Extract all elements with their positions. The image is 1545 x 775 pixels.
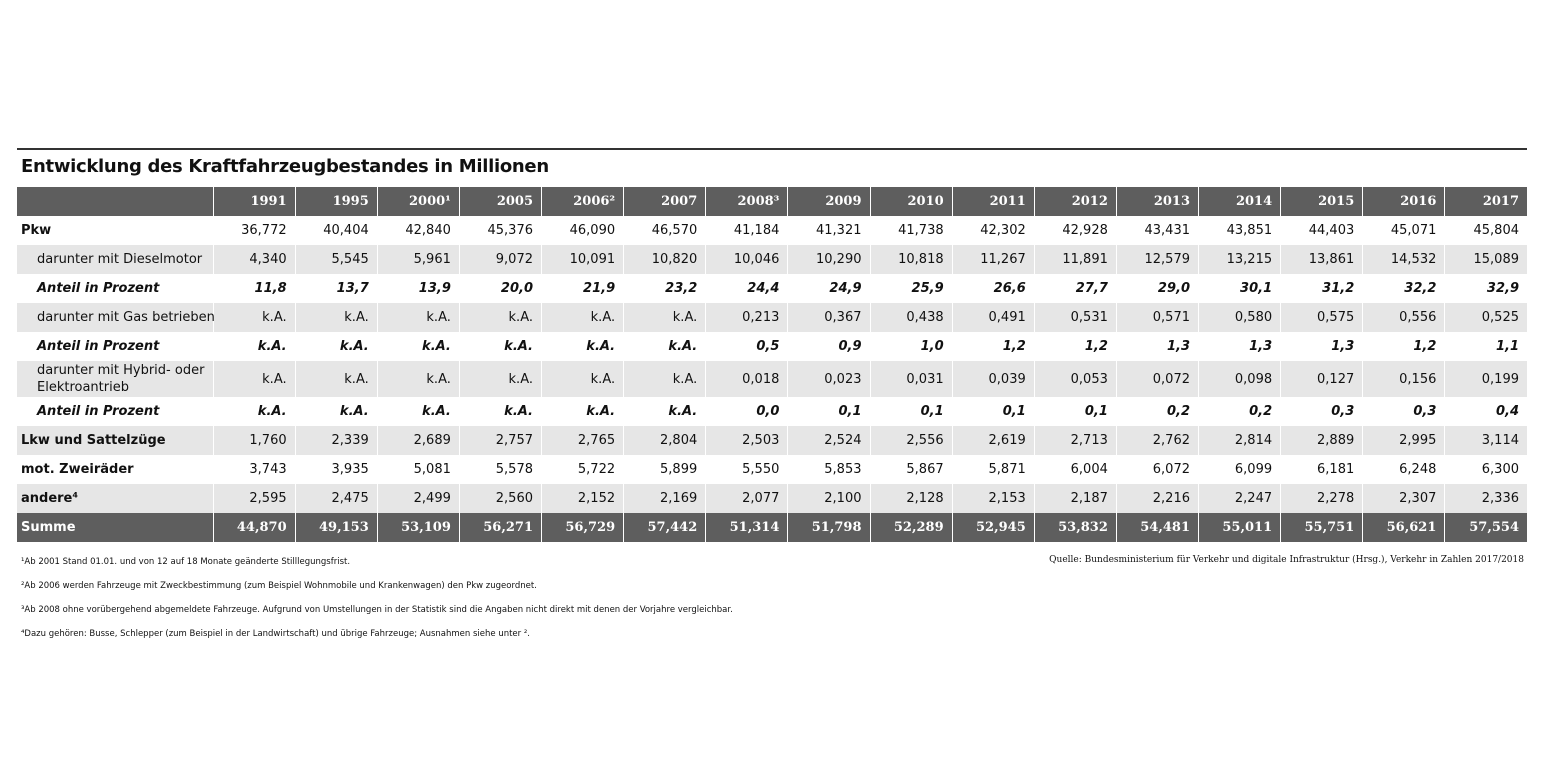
- vehicle-stock-table: [17, 187, 1527, 542]
- year-header: 1991: [213, 187, 295, 216]
- table-cell: 0,031: [870, 361, 952, 397]
- table-cell: 3,743: [213, 455, 295, 484]
- table-cell: 46,090: [542, 216, 624, 245]
- table-cell: 41,321: [788, 216, 870, 245]
- table-cell: 26,6: [952, 274, 1034, 303]
- table-cell: k.A.: [295, 303, 377, 332]
- table-cell: 2,995: [1363, 426, 1445, 455]
- total-row: [17, 513, 1527, 542]
- table-cell: 0,018: [706, 361, 788, 397]
- table-cell: 1,3: [1281, 332, 1363, 361]
- table-cell: 0,023: [788, 361, 870, 397]
- table-cell: 0,531: [1034, 303, 1116, 332]
- table-cell: 36,772: [213, 216, 295, 245]
- table-cell: 9,072: [459, 245, 541, 274]
- table-cell: 53,109: [377, 513, 459, 542]
- table-cell: 56,271: [459, 513, 541, 542]
- table-cell: 6,248: [1363, 455, 1445, 484]
- year-header: 2005: [459, 187, 541, 216]
- table-row: [17, 397, 1527, 426]
- table-cell: k.A.: [542, 303, 624, 332]
- table-cell: 0,556: [1363, 303, 1445, 332]
- table-cell: 0,199: [1445, 361, 1527, 397]
- table-cell: 10,818: [870, 245, 952, 274]
- table-cell: 55,011: [1199, 513, 1281, 542]
- table-cell: 2,336: [1445, 484, 1527, 513]
- table-cell: 12,579: [1116, 245, 1198, 274]
- table-cell: 2,804: [624, 426, 706, 455]
- table-cell: 0,039: [952, 361, 1034, 397]
- table-cell: k.A.: [624, 361, 706, 397]
- table-cell: k.A.: [624, 397, 706, 426]
- year-header: 2000¹: [377, 187, 459, 216]
- table-cell: 13,9: [377, 274, 459, 303]
- table-cell: 13,215: [1199, 245, 1281, 274]
- year-header: 2008³: [706, 187, 788, 216]
- table-cell: k.A.: [542, 361, 624, 397]
- row-label: Anteil in Prozent: [37, 339, 160, 354]
- table-cell: 0,525: [1445, 303, 1527, 332]
- table-cell: k.A.: [213, 332, 295, 361]
- table-cell: 2,814: [1199, 426, 1281, 455]
- table-cell: 5,550: [706, 455, 788, 484]
- table-cell: 2,689: [377, 426, 459, 455]
- table-cell: 30,1: [1199, 274, 1281, 303]
- table-cell: 5,578: [459, 455, 541, 484]
- table-cell: 0,1: [870, 397, 952, 426]
- header-corner: [17, 187, 213, 216]
- table-cell: 2,889: [1281, 426, 1363, 455]
- table-cell: 5,545: [295, 245, 377, 274]
- table-cell: 1,2: [1363, 332, 1445, 361]
- table-cell: 2,503: [706, 426, 788, 455]
- table-cell: k.A.: [624, 332, 706, 361]
- table-cell: 44,870: [213, 513, 295, 542]
- table-cell: 0,580: [1199, 303, 1281, 332]
- table-cell: 0,072: [1116, 361, 1198, 397]
- table-cell: k.A.: [377, 361, 459, 397]
- year-header: 2015: [1281, 187, 1363, 216]
- table-cell: 10,290: [788, 245, 870, 274]
- table-cell: 45,376: [459, 216, 541, 245]
- table-cell: 0,098: [1199, 361, 1281, 397]
- table-row: [17, 361, 1527, 397]
- table-cell: 23,2: [624, 274, 706, 303]
- table-cell: 2,595: [213, 484, 295, 513]
- table-cell: 52,289: [870, 513, 952, 542]
- table-cell: 43,431: [1116, 216, 1198, 245]
- table-cell: 2,556: [870, 426, 952, 455]
- table-row: [17, 245, 1527, 274]
- table-cell: 1,0: [870, 332, 952, 361]
- table-cell: k.A.: [542, 397, 624, 426]
- table-cell: 13,861: [1281, 245, 1363, 274]
- table-cell: 1,2: [1034, 332, 1116, 361]
- table-cell: 5,722: [542, 455, 624, 484]
- table-cell: 2,713: [1034, 426, 1116, 455]
- table-cell: k.A.: [295, 397, 377, 426]
- table-cell: 5,867: [870, 455, 952, 484]
- table-row: [17, 274, 1527, 303]
- table-cell: k.A.: [213, 303, 295, 332]
- table-cell: 0,491: [952, 303, 1034, 332]
- source-note: Quelle: Bundesministerium für Verkehr und digitale Infrastruktur (Hrsg.), Verkehr in Zahlen 2017/2018: [1049, 555, 1524, 565]
- table-cell: 2,128: [870, 484, 952, 513]
- table-cell: 0,571: [1116, 303, 1198, 332]
- table-cell: k.A.: [459, 397, 541, 426]
- table-cell: 2,247: [1199, 484, 1281, 513]
- table-cell: 3,114: [1445, 426, 1527, 455]
- year-header: 2012: [1034, 187, 1116, 216]
- table-cell: 57,554: [1445, 513, 1527, 542]
- table-cell: 46,570: [624, 216, 706, 245]
- table-cell: 6,004: [1034, 455, 1116, 484]
- footnote-1: ¹Ab 2001 Stand 01.01. und von 12 auf 18 Monate geänderte Stilllegungsfrist.: [21, 557, 351, 567]
- table-cell: 40,404: [295, 216, 377, 245]
- table-cell: 57,442: [624, 513, 706, 542]
- table-row: [17, 216, 1527, 245]
- table-cell: 5,853: [788, 455, 870, 484]
- table-cell: 2,765: [542, 426, 624, 455]
- row-label: Lkw und Sattelzüge: [17, 426, 213, 455]
- table-cell: k.A.: [377, 397, 459, 426]
- table-cell: 6,300: [1445, 455, 1527, 484]
- table-cell: 41,184: [706, 216, 788, 245]
- table-cell: 2,216: [1116, 484, 1198, 513]
- year-header: 2013: [1116, 187, 1198, 216]
- table-cell: 42,302: [952, 216, 1034, 245]
- row-label: darunter mit Gas betrieben: [17, 303, 213, 332]
- year-header: 2006²: [542, 187, 624, 216]
- table-cell: k.A.: [295, 332, 377, 361]
- table-cell: 0,053: [1034, 361, 1116, 397]
- table-cell: 45,071: [1363, 216, 1445, 245]
- table-cell: k.A.: [377, 332, 459, 361]
- year-header: 2010: [870, 187, 952, 216]
- footnote-2: ²Ab 2006 werden Fahrzeuge mit Zweckbestimmung (zum Beispiel Wohnmobile und Krankenwagen) den Pkw zugeordnet.: [21, 581, 537, 591]
- table-cell: 1,1: [1445, 332, 1527, 361]
- row-label: Anteil in Prozent: [37, 281, 160, 296]
- table-cell: 1,3: [1116, 332, 1198, 361]
- table-cell: 5,871: [952, 455, 1034, 484]
- table-cell: 44,403: [1281, 216, 1363, 245]
- table-cell: 6,099: [1199, 455, 1281, 484]
- table-cell: 5,899: [624, 455, 706, 484]
- table-cell: 24,9: [788, 274, 870, 303]
- table-cell: 0,575: [1281, 303, 1363, 332]
- row-label: darunter mit Hybrid- oder Elektroantrieb: [17, 361, 213, 397]
- table-cell: 14,532: [1363, 245, 1445, 274]
- table-cell: 27,7: [1034, 274, 1116, 303]
- table-row: [17, 426, 1527, 455]
- table-cell: 2,077: [706, 484, 788, 513]
- row-label: darunter mit Dieselmotor: [17, 245, 213, 274]
- table-cell: k.A.: [295, 361, 377, 397]
- table-cell: 0,1: [788, 397, 870, 426]
- table-cell: 42,840: [377, 216, 459, 245]
- table-cell: 56,621: [1363, 513, 1445, 542]
- table-cell: 0,2: [1116, 397, 1198, 426]
- row-label: mot. Zweiräder: [21, 462, 134, 477]
- table-cell: k.A.: [459, 332, 541, 361]
- year-header: 2009: [788, 187, 870, 216]
- table-cell: 1,3: [1199, 332, 1281, 361]
- row-label: Pkw: [21, 223, 52, 238]
- top-rule: [17, 148, 1527, 150]
- table-cell: 45,804: [1445, 216, 1527, 245]
- year-header: 2016: [1363, 187, 1445, 216]
- year-header: 2011: [952, 187, 1034, 216]
- table-cell: 54,481: [1116, 513, 1198, 542]
- year-header: 1995: [295, 187, 377, 216]
- table-cell: 6,072: [1116, 455, 1198, 484]
- table-cell: 0,156: [1363, 361, 1445, 397]
- table-cell: 13,7: [295, 274, 377, 303]
- table-cell: 15,089: [1445, 245, 1527, 274]
- table-cell: 0,4: [1445, 397, 1527, 426]
- table-cell: k.A.: [213, 361, 295, 397]
- table-cell: 0,3: [1363, 397, 1445, 426]
- table-cell: 52,945: [952, 513, 1034, 542]
- table-cell: 2,762: [1116, 426, 1198, 455]
- table-cell: 0,2: [1199, 397, 1281, 426]
- table-cell: 43,851: [1199, 216, 1281, 245]
- footnote-3: ³Ab 2008 ohne vorübergehend abgemeldete Fahrzeuge. Aufgrund von Umstellungen in der Statistik sind die Angaben nicht direkt mit denen der Vorjahre vergleichbar.: [21, 605, 733, 615]
- row-label: Anteil in Prozent: [37, 404, 160, 419]
- table-cell: k.A.: [459, 361, 541, 397]
- footnote-4: ⁴Dazu gehören: Busse, Schlepper (zum Beispiel in der Landwirtschaft) und übrige Fahrzeuge; Ausnahmen siehe unter ².: [21, 629, 530, 639]
- table-cell: 0,5: [706, 332, 788, 361]
- table-cell: 2,153: [952, 484, 1034, 513]
- table-cell: 42,928: [1034, 216, 1116, 245]
- table-cell: 5,961: [377, 245, 459, 274]
- table-cell: 49,153: [295, 513, 377, 542]
- table-cell: 29,0: [1116, 274, 1198, 303]
- table-cell: 0,0: [706, 397, 788, 426]
- table-cell: k.A.: [213, 397, 295, 426]
- table-cell: 2,152: [542, 484, 624, 513]
- table-cell: 32,9: [1445, 274, 1527, 303]
- table-cell: 51,798: [788, 513, 870, 542]
- table-cell: 0,1: [1034, 397, 1116, 426]
- table-cell: 0,3: [1281, 397, 1363, 426]
- table-cell: 0,213: [706, 303, 788, 332]
- table-cell: 1,760: [213, 426, 295, 455]
- footnotes: [21, 556, 733, 652]
- year-header: 2007: [624, 187, 706, 216]
- year-header: 2014: [1199, 187, 1281, 216]
- table-row: [17, 484, 1527, 513]
- table-cell: 10,091: [542, 245, 624, 274]
- table-cell: 3,935: [295, 455, 377, 484]
- table-cell: 2,339: [295, 426, 377, 455]
- table-cell: 4,340: [213, 245, 295, 274]
- table-cell: 10,820: [624, 245, 706, 274]
- table-cell: 0,1: [952, 397, 1034, 426]
- table-cell: 31,2: [1281, 274, 1363, 303]
- table-cell: 5,081: [377, 455, 459, 484]
- table-cell: 0,127: [1281, 361, 1363, 397]
- table-cell: 2,524: [788, 426, 870, 455]
- table-cell: 2,757: [459, 426, 541, 455]
- table-row: [17, 455, 1527, 484]
- table-cell: 2,187: [1034, 484, 1116, 513]
- table-cell: 6,181: [1281, 455, 1363, 484]
- row-label: andere⁴: [17, 484, 213, 513]
- table-cell: 2,278: [1281, 484, 1363, 513]
- table-cell: 53,832: [1034, 513, 1116, 542]
- table-cell: 0,438: [870, 303, 952, 332]
- table-cell: 10,046: [706, 245, 788, 274]
- table-cell: 11,8: [213, 274, 295, 303]
- table-title: Entwicklung des Kraftfahrzeugbestandes in Millionen: [21, 156, 549, 177]
- table-cell: 2,307: [1363, 484, 1445, 513]
- table-cell: 24,4: [706, 274, 788, 303]
- table-cell: 2,619: [952, 426, 1034, 455]
- year-header: 2017: [1445, 187, 1527, 216]
- table-cell: 2,475: [295, 484, 377, 513]
- table-row: [17, 303, 1527, 332]
- table-cell: k.A.: [377, 303, 459, 332]
- table-cell: 21,9: [542, 274, 624, 303]
- table-cell: 2,169: [624, 484, 706, 513]
- table-row: [17, 332, 1527, 361]
- table-cell: 0,367: [788, 303, 870, 332]
- table-cell: 56,729: [542, 513, 624, 542]
- table-cell: 11,891: [1034, 245, 1116, 274]
- table-cell: 11,267: [952, 245, 1034, 274]
- table-cell: 51,314: [706, 513, 788, 542]
- table-cell: 2,499: [377, 484, 459, 513]
- table-cell: k.A.: [459, 303, 541, 332]
- header-row: [17, 187, 1527, 216]
- table-cell: 20,0: [459, 274, 541, 303]
- table-cell: 25,9: [870, 274, 952, 303]
- row-label: Summe: [17, 513, 213, 542]
- table-cell: 2,100: [788, 484, 870, 513]
- table-cell: k.A.: [624, 303, 706, 332]
- table-cell: 1,2: [952, 332, 1034, 361]
- table-cell: 32,2: [1363, 274, 1445, 303]
- table-cell: k.A.: [542, 332, 624, 361]
- table-cell: 41,738: [870, 216, 952, 245]
- table-cell: 2,560: [459, 484, 541, 513]
- table-cell: 55,751: [1281, 513, 1363, 542]
- table-cell: 0,9: [788, 332, 870, 361]
